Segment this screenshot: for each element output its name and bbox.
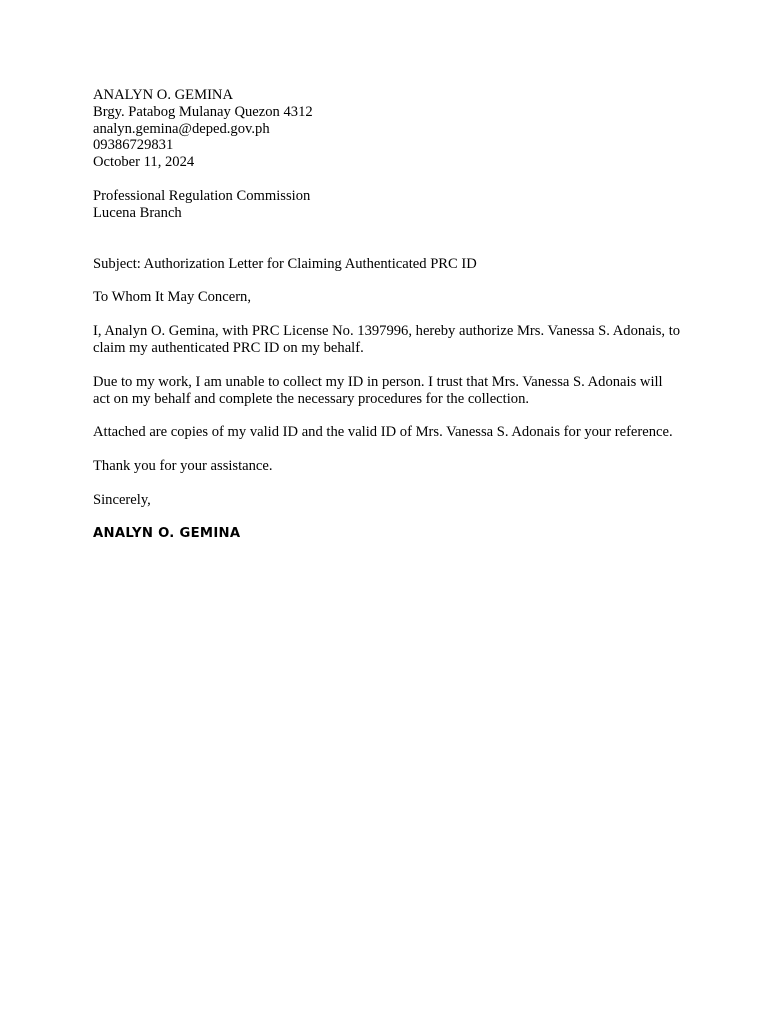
sender-block — [93, 87, 683, 171]
letter-document — [93, 87, 683, 543]
closing: Sincerely, — [93, 491, 151, 508]
letter-date: October 11, 2024 — [93, 154, 195, 171]
recipient-organization: Professional Regulation Commission — [93, 187, 311, 204]
spacer — [93, 407, 683, 424]
body-paragraph-1: I, Analyn O. Gemina, with PRC License No. 1397996, hereby authorize Mrs. Vanessa S. Adonais, to claim my authenticated PRC ID on my behalf. — [93, 323, 681, 356]
spacer — [93, 306, 683, 323]
sender-phone: 09386729831 — [93, 137, 174, 154]
spacer — [93, 475, 683, 492]
spacer — [93, 441, 683, 458]
body-paragraph-3: Attached are copies of my valid ID and the valid ID of Mrs. Vanessa S. Adonais for your reference. — [93, 424, 673, 441]
sender-name: ANALYN O. GEMINA — [93, 87, 234, 103]
spacer — [93, 357, 683, 374]
subject-line: Subject: Authorization Letter for Claiming Authenticated PRC ID — [93, 255, 477, 272]
signature-name: ANALYN O. GEMINA — [93, 525, 241, 541]
recipient-block — [93, 188, 683, 222]
recipient-branch: Lucena Branch — [93, 204, 182, 221]
body-paragraph-2: Due to my work, I am unable to collect my ID in person. I trust that Mrs. Vanessa S. Adonais will act on my behalf and complete the necessary procedures for the collection. — [93, 373, 663, 407]
spacer — [93, 272, 683, 289]
salutation: To Whom It May Concern, — [93, 289, 251, 306]
body-paragraph-4: Thank you for your assistance. — [93, 458, 273, 475]
sender-email: analyn.gemina@deped.gov.ph — [93, 120, 270, 137]
sender-address: Brgy. Patabog Mulanay Quezon 4312 — [93, 103, 313, 120]
spacer — [93, 222, 683, 256]
spacer — [93, 171, 683, 188]
